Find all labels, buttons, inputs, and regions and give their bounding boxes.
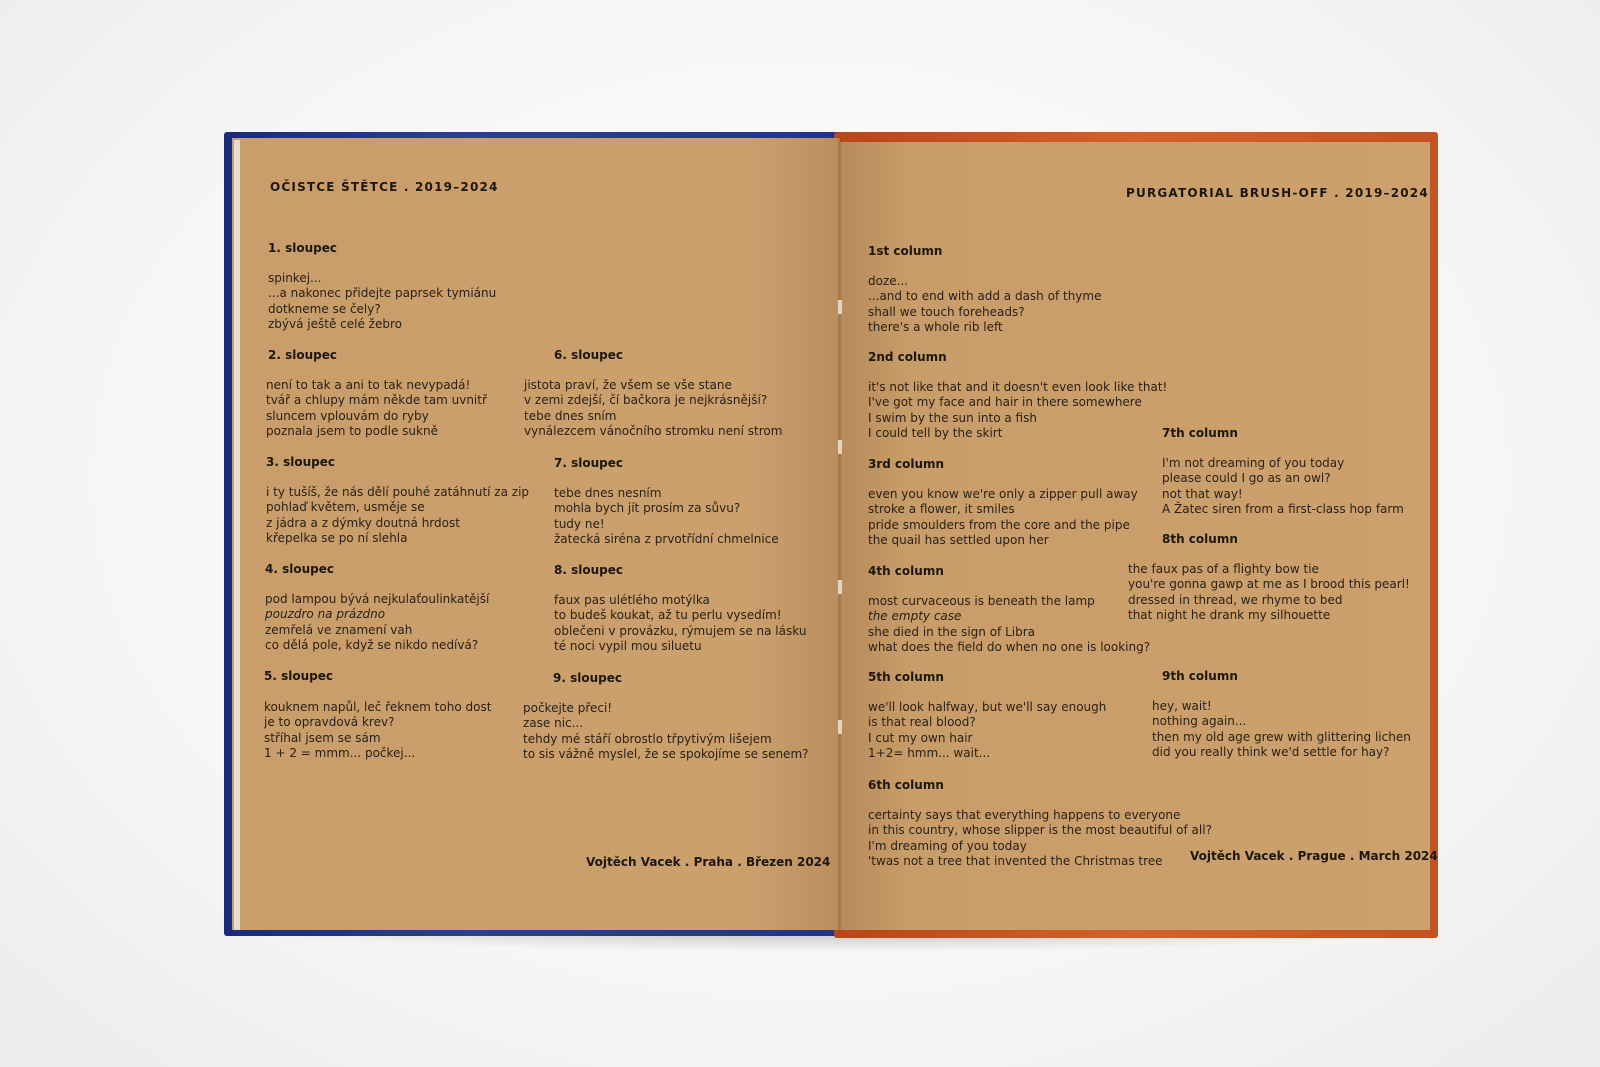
column-text: the faux pas of a flighty bow tie you're gonna gawp at me as I brood this pearl! dressed in thread, we rhyme to bed that night he drank my silhouette [1128, 562, 1410, 623]
column-heading: 7. sloupec [554, 456, 623, 470]
column-text: we'll look halfway, but we'll say enough is that real blood? I cut my own hair 1+2= hmm... wait... [868, 700, 1107, 761]
column-text: I'm not dreaming of you today please could I go as an owl? not that way! A Žatec siren from a first-class hop farm [1162, 456, 1404, 517]
column-heading: 9. sloupec [553, 671, 622, 685]
binding-stitch [838, 580, 842, 594]
column-text: tebe dnes nesním mohla bych jít prosím za sůvu? tudy ne! žatecká siréna z prvotřídní chmelnice [554, 486, 779, 547]
column-heading: 3rd column [868, 457, 945, 471]
column-heading: 2. sloupec [268, 348, 337, 362]
left-page-title: OČISTCE ŠTĚTCE . 2019–2024 [270, 180, 499, 194]
book-gutter [838, 138, 842, 930]
left-signature: Vojtěch Vacek . Praha . Březen 2024 [586, 855, 831, 869]
column-text: faux pas ulétlého motýlka to budeš koukat, až tu perlu vysedím! oblečeni v provázku, rýmujem se na lásku té noci vypil mou siluetu [554, 593, 807, 654]
binding-stitch [838, 720, 842, 734]
column-heading: 1. sloupec [268, 241, 337, 255]
column-heading: 5th column [868, 670, 944, 684]
column-text: doze... ...and to end with add a dash of thyme shall we touch foreheads? there's a whole rib left [868, 274, 1102, 335]
left-page [232, 138, 840, 930]
binding-stitch [838, 300, 842, 314]
column-heading: 9th column [1162, 669, 1238, 683]
column-text: i ty tušíš, že nás dělí pouhé zatáhnutí za zip pohlaď květem, usměje se z jádra a z dýmky doutná hrdost křepelka se po ní slehla [266, 485, 530, 546]
column-heading: 4th column [868, 564, 944, 578]
column-heading: 6th column [868, 778, 944, 792]
column-text: certainty says that everything happens to everyone in this country, whose slipper is the most beautiful of all? I'm dreaming of you today 'twas not a tree that invented the Christmas tree [868, 808, 1212, 869]
right-page [840, 142, 1438, 930]
column-heading: 6. sloupec [554, 348, 623, 362]
column-text: není to tak a ani to tak nevypadá! tvář a chlupy mám někde tam uvnitř sluncem vplouvám do ryby poznala jsem to podle sukně [266, 378, 487, 439]
column-text: spinkej... ...a nakonec přidejte paprsek tymiánu dotkneme se čely? zbývá ještě celé žebro [268, 271, 497, 332]
column-heading: 3. sloupec [266, 455, 335, 469]
page-edge [234, 140, 240, 930]
right-page-title: PURGATORIAL BRUSH-OFF . 2019–2024 [1126, 186, 1429, 200]
column-heading: 4. sloupec [265, 562, 334, 576]
column-heading: 8. sloupec [554, 563, 623, 577]
column-heading: 5. sloupec [264, 669, 333, 683]
column-text: even you know we're only a zipper pull away stroke a flower, it smiles pride smoulders from the core and the pipe the quail has settled upon her [868, 487, 1138, 548]
right-signature: Vojtěch Vacek . Prague . March 2024 [1190, 849, 1438, 863]
column-text: pod lampou bývá nejkulaťoulinkatější pouzdro na prázdno zemřelá ve znamení vah co dělá pole, když se nikdo nedívá? [265, 592, 490, 653]
column-text: počkejte přeci! zase nic... tehdy mé stáří obrostlo třpytivým lišejem to sis vážně myslel, že se spokojíme se senem? [523, 701, 809, 762]
column-text: hey, wait! nothing again... then my old age grew with glittering lichen did you really think we'd settle for hay? [1152, 699, 1411, 760]
column-text: it's not like that and it doesn't even look like that! I've got my face and hair in there somewhere I swim by the sun into a fish I could tell by the skirt [868, 380, 1168, 441]
column-heading: 8th column [1162, 532, 1238, 546]
column-heading: 7th column [1162, 426, 1238, 440]
column-text: jistota praví, že všem se vše stane v zemi zdejší, čí bačkora je nejkrásnější? tebe dnes sním vynálezcem vánočního stromku není strom [524, 378, 783, 439]
column-text: most curvaceous is beneath the lamp the empty case she died in the sign of Libra what does the field do when no one is looking? [868, 594, 1151, 655]
column-heading: 2nd column [868, 350, 947, 364]
column-heading: 1st column [868, 244, 943, 258]
column-text: kouknem napůl, leč řeknem toho dost je to opravdová krev? stříhal jsem se sám 1 + 2 = mmm... počkej... [264, 700, 492, 761]
binding-stitch [838, 440, 842, 454]
